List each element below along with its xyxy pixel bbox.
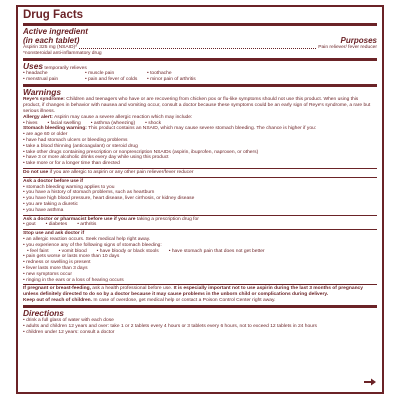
do-not-use (23, 170, 377, 176)
reye-warning (23, 97, 377, 114)
bleed-item: • take more or for a longer time than directed (23, 161, 377, 167)
ingredient-footnote: *nonsteroidal anti-inflammatory drug (23, 50, 102, 56)
stop-use-list (23, 237, 377, 283)
ask-pharm-item: • gout (23, 222, 36, 228)
uses-intro: temporarily relieves (44, 65, 87, 71)
uses-heading: Uses (23, 60, 44, 71)
ask-doctor-item: • stomach bleeding warning applies to you (23, 185, 377, 191)
active-ingredient-header (23, 27, 377, 45)
ask-doctor-item: • you have asthma (23, 208, 377, 214)
leader-dots (79, 45, 316, 49)
active-ingredient-subheading: (in each tablet) (23, 36, 80, 45)
bleed-text: This product contains an NSAID, which may cause severe stomach bleeding. The chance is higher if you: (88, 126, 317, 132)
drug-facts-title: Drug Facts (23, 9, 84, 21)
uses-item: • menstrual pain (23, 77, 81, 83)
directions-heading: Directions (23, 307, 64, 318)
allergy-item: • hives (23, 121, 38, 127)
do-not-use-text: if you are allergic to aspirin or any other pain reliever/fever reducer (49, 170, 194, 176)
ask-pharm-item: • diabetes (46, 222, 68, 228)
ask-doctor-item: • you have high blood pressure, heart disease, liver cirrhosis, or kidney disease (23, 196, 377, 202)
stop-use-item: • pain gets worse or lasts more than 10 days (23, 254, 377, 260)
bleed-item: • have had stomach ulcers or bleeding problems (23, 138, 377, 144)
directions-item: • adults and children 12 years and over: take 1 or 2 tablets every 4 hours or 3 tablets every 6 hours, not to exceed 12 tablets in 24 hours (23, 324, 357, 330)
pregnancy-warning (23, 286, 377, 298)
ask-doctor-list (23, 185, 377, 214)
bleed-title: Stomach bleeding warning: (23, 126, 87, 132)
divider (23, 305, 377, 308)
divider (23, 177, 377, 178)
ask-doctor-title: Ask a doctor before use if (23, 178, 84, 184)
allergy-item: • asthma (wheezing) (91, 121, 135, 127)
stop-sign-item: • have stomach pain that does not get better (169, 249, 265, 255)
stop-sign-item: • vomit blood (59, 249, 87, 255)
stop-sign-item: • feel faint (27, 249, 49, 255)
uses-item: • headache (23, 71, 81, 77)
directions-list (23, 318, 377, 335)
uses-item: • pain and fever of colds (85, 77, 143, 83)
drug-facts-panel (16, 5, 384, 394)
stop-use-item: • fever lasts more than 3 days (23, 266, 377, 272)
purposes-heading: Purposes (340, 36, 377, 45)
ask-doctor-item: • you have a history of stomach problems, such as heartburn (23, 190, 377, 196)
ask-doctor-item: • you are taking a diuretic (23, 202, 377, 208)
preg-bold-text: It is especially important not to use aspirin during the last 3 months of pregnancy unless definitely directed to do so by a doctor because it may cause problems in the unborn child or complications during delivery. (23, 286, 364, 298)
arrow-right-icon (364, 378, 376, 386)
keep-out-of-reach (23, 298, 377, 304)
allergy-text: Aspirin may cause a severe allergic reaction which may include: (54, 114, 193, 120)
allergy-item: • facial swelling (48, 121, 81, 127)
divider (23, 215, 377, 216)
divider (23, 23, 377, 26)
preg-text: ask a health professional before use. (92, 286, 173, 292)
ingredient-name: Aspirin 325 mg (NSAID)* (23, 45, 78, 50)
active-ingredient-heading: Active ingredient (23, 27, 88, 36)
stop-use-item: • redness or swelling is present (23, 260, 377, 266)
warnings-heading: Warnings (23, 86, 62, 97)
uses-item: • muscle pain (85, 71, 143, 77)
bleed-item: • take other drugs containing prescription or nonprescription NSAIDs (aspirin, ibuprofen, naproxen, or others) (23, 150, 377, 156)
uses-item: • toothache (147, 71, 219, 77)
bleed-item: • are age 60 or older (23, 132, 377, 138)
directions-item: • drink a full glass of water with each dose (23, 318, 357, 324)
bleed-item: • take a blood thinning (anticoagulant) or steroid drug (23, 144, 377, 150)
stop-use-item: • an allergic reaction occurs. Seek medical help right away. (23, 237, 377, 243)
keep-title: Keep out of reach of children. (23, 297, 93, 303)
stop-use-item: • you experience any of the following signs of stomach bleeding: (23, 243, 377, 249)
divider (23, 168, 377, 169)
ask-pharm-list (23, 222, 377, 228)
allergy-title: Allergy alert: (23, 114, 53, 120)
ask-pharm-item: • arthritis (77, 222, 96, 228)
bleed-list (23, 132, 377, 167)
bleed-item: • have 3 or more alcoholic drinks every day while using this product (23, 155, 377, 161)
stop-use-title: Stop use and ask doctor if (23, 231, 85, 237)
reye-text: Children and teenagers who have or are recovering from chicken pox or flu-like symptoms should not use this product. When using this product, if changes in behavior with nausea and vomiting occur, consult a doctor because these symptoms could be an early sign of Reye's syndrome, a rare but serious illness. (23, 97, 371, 115)
keep-text: In case of overdose, get medical help or contact a Poison Control Center right away. (93, 297, 276, 303)
preg-title: If pregnant or breast-feeding, (23, 286, 91, 292)
ask-pharm-text: taking a prescription drug for (136, 216, 199, 222)
uses-list (23, 71, 377, 83)
ingredient-purpose: Pain reliever/ fever reducer (318, 45, 377, 50)
allergy-item: • shock (145, 121, 161, 127)
divider (23, 84, 377, 87)
uses-section (23, 62, 377, 72)
divider (23, 58, 377, 61)
reye-title: Reye's syndrome: (23, 97, 65, 103)
uses-item: • minor pain of arthritis (147, 77, 219, 83)
stop-use-item: • ringing in the ears or a loss of hearing occurs (23, 278, 377, 284)
stop-use-item: • new symptoms occur (23, 272, 377, 278)
directions-item: • children under 12 years: consult a doctor (23, 330, 357, 336)
stop-sign-item: • have bloody or black stools (97, 249, 159, 255)
do-not-use-title: Do not use (23, 170, 49, 176)
ask-pharm-title: Ask a doctor or pharmacist before use if you are (23, 216, 136, 222)
